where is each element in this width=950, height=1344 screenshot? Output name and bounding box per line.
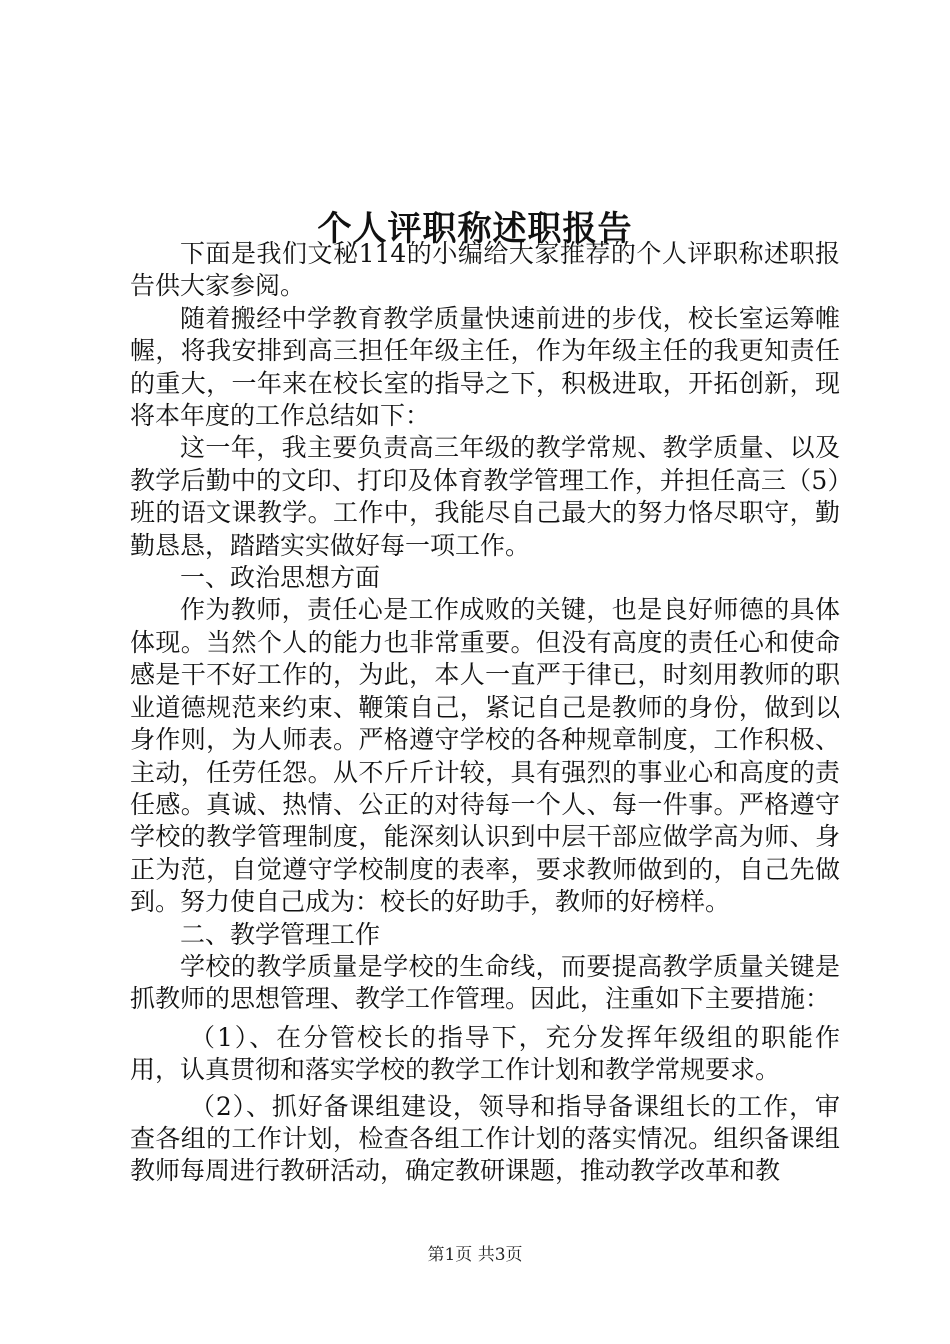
measure-item-1: （1）、在分管校长的指导下，充分发挥年级组的职能作用，认真贯彻和落实学校的教学工作计划和教学常规要求。 bbox=[130, 1022, 840, 1085]
page-footer: 第1页 共3页 bbox=[427, 1245, 523, 1265]
political-paragraph: 作为教师，责任心是工作成败的关键，也是良好师德的具体体现。当然个人的能力也非常重要。但没有高度的责任心和使命感是干不好工作的，为此，本人一直严于律已，时刻用教师的职业道德规范来约束、鞭策自己，紧记自己是教师的身份，做到以身作则，为人师表。严格遵守学校的各种规章制度，工作积极、主动，任劳任怨。从不斤斤计较，具有强烈的事业心和高度的责任感。真诚、热情、公正的对待每一个人、每一件事。严格遵守学校的教学管理制度，能深刻认识到中层干部应做学高为师、身正为范，自觉遵守学校制度的表率，要求教师做到的，自己先做到。努力使自己成为：校长的好助手，教师的好榜样。 bbox=[130, 595, 840, 917]
duties-paragraph: 这一年，我主要负责高三年级的教学常规、教学质量、以及教学后勤中的文印、打印及体育教学管理工作，并担任高三（5）班的语文课教学。工作中，我能尽自己最大的努力恪尽职守，勤勤恳恳，踏踏实实做好每一项工作。 bbox=[130, 433, 840, 560]
section-heading-teaching-management: 二、教学管理工作 bbox=[180, 919, 381, 949]
document-title: 个人评职称述职报告 bbox=[317, 208, 633, 249]
measure-item-2: （2）、抓好备课组建设，领导和指导备课组长的工作，审查各组的工作计划，检查各组工作计划的落实情况。组织备课组教师每周进行教研活动，确定教研课题，推动教学改革和教 bbox=[130, 1091, 840, 1186]
section-heading-political: 一、政治思想方面 bbox=[180, 563, 381, 593]
intro-paragraph: 下面是我们文秘114的小编给大家推荐的个人评职称述职报告供大家参阅。 bbox=[130, 239, 840, 301]
background-paragraph: 随着搬经中学教育教学质量快速前进的步伐，校长室运筹帷幄，将我安排到高三担任年级主任，作为年级主任的我更知责任的重大，一年来在校长室的指导之下，积极进取，开拓创新，现将本年度的工作总结如下： bbox=[130, 303, 840, 431]
document-body bbox=[130, 238, 840, 1188]
teaching-management-paragraph: 学校的教学质量是学校的生命线，而要提高教学质量关键是抓教师的思想管理、教学工作管理。因此，注重如下主要措施： bbox=[130, 951, 840, 1014]
